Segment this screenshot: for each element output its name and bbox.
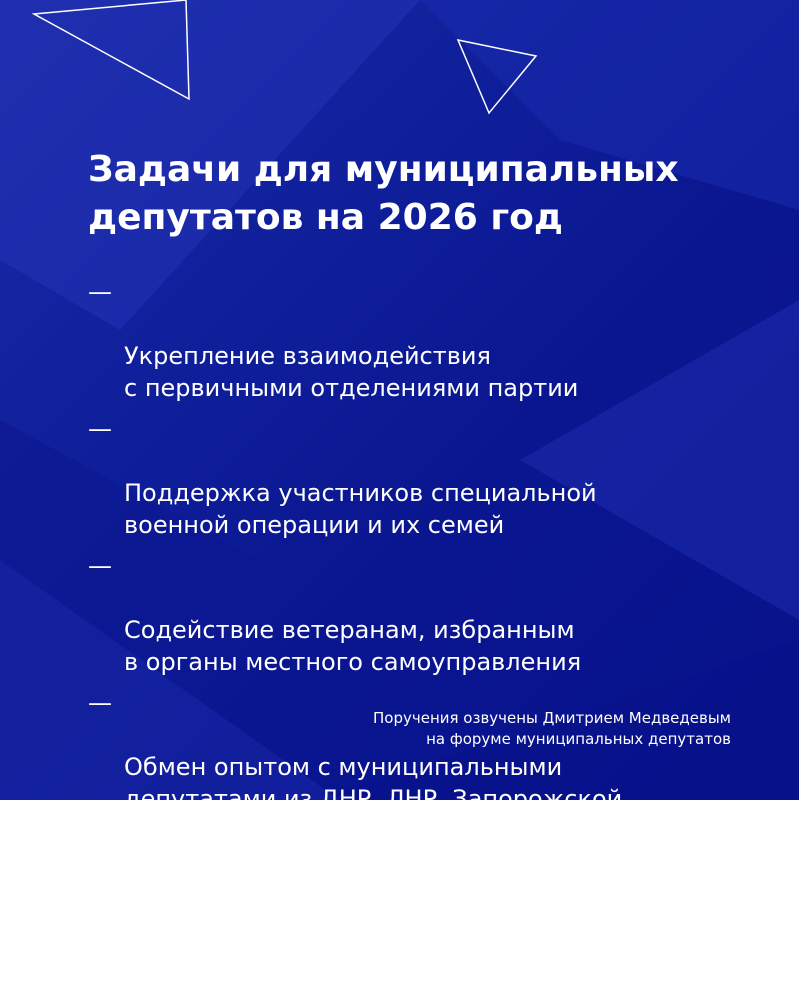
task-list: [88, 276, 778, 993]
dash-marker: —: [88, 415, 112, 443]
footnote: Поручения озвучены Дмитрием Медведевым на форуме муниципальных депутатов: [373, 709, 731, 748]
page-title: Задачи для муниципальных депутатов на 2026 год: [88, 149, 679, 238]
task-text: Участие в сборе предложений для обновления народной программы: [124, 922, 610, 982]
task-text: Содействие ветеранам, избранным в органы местного самоуправления: [124, 616, 582, 676]
dash-marker: —: [88, 552, 112, 580]
list-item: [88, 550, 778, 678]
task-text: Поддержка участников специальной военной операции и их семей: [124, 479, 597, 539]
list-item: [88, 856, 778, 984]
dash-marker: —: [88, 278, 112, 306]
task-text: Укрепление взаимодействия с первичными отделениями партии: [124, 342, 579, 402]
dash-marker: —: [88, 689, 112, 717]
task-text: Обмен опытом с муниципальными депутатами из ДНР, ЛНР, Запорожской и Херсонской областей: [124, 753, 623, 845]
dash-marker: —: [88, 858, 112, 886]
list-item: [88, 276, 778, 404]
list-item: [88, 413, 778, 541]
